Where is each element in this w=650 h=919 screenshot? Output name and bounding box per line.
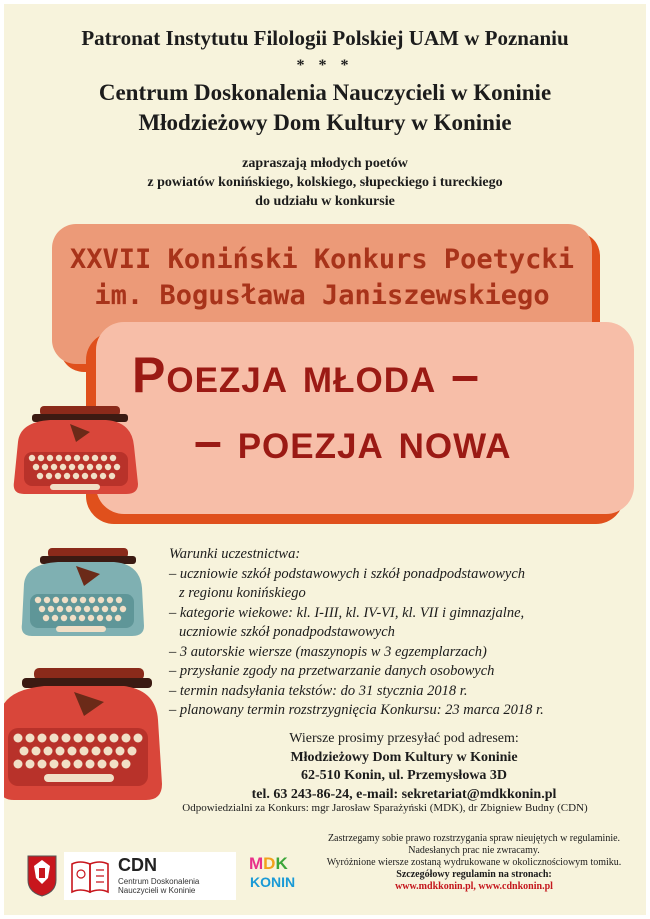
condition-item: – przysłanie zgody na przetwarzanie danych osobowych [169,663,495,679]
mdk-logo-city: KONIN [250,874,296,890]
mdk-letter: K [275,854,288,873]
invitation-line: zapraszają młodych poetów [242,156,408,171]
invitation-line: z powiatów konińskiego, kolskiego, słupeckiego i tureckiego [147,175,503,190]
condition-item: – 3 autorskie wiersze (maszynopis w 3 egzemplarzach) [169,643,487,660]
organizer-cdn: Centrum Doskonalenia Nauczycieli w Koninie [98,80,552,105]
contest-name-line2: im. Bogusława Janiszewskiego [94,280,550,311]
address-intro: Wiersze prosimy przesyłać pod adresem: [289,731,519,746]
patronage-text: Patronat Instytutu Filologii Polskiej UAM w Poznaniu [81,26,569,50]
organizer-mdk: Młodzieżowy Dom Kultury w Koninie [138,110,512,135]
condition-item: uczniowie szkół ponadpodstawowych [179,624,395,640]
cdn-logo-title: CDN [118,855,157,875]
mdk-logo [249,854,288,874]
typewriter-large-icon [4,664,164,814]
contest-title-line1: Poezja młoda – [132,347,480,403]
contest-name-line1: XXVII Koniński Konkurs Poetycki [70,244,574,275]
invitation-line: do udziału w konkursie [255,194,395,209]
rules-links[interactable]: www.mdkkonin.pl, www.cdnkonin.pl [395,881,553,892]
poster [4,4,646,915]
invitation-text [4,154,646,211]
separator: * * * [296,57,354,74]
coat-of-arms-logo [26,854,58,898]
rules-notice [304,833,644,893]
contest-title-line2: – poezja nowa [194,413,512,469]
submission-address [164,730,644,804]
address-name: Młodzieżowy Dom Kultury w Koninie [290,749,518,765]
mdk-letter: D [263,854,276,873]
condition-item: – uczniowie szkół podstawowych i szkół ponadpodstawowych [169,565,526,582]
cdn-logo-subtitle: Centrum Doskonalenia Nauczycieli w Koninie [118,877,200,895]
cdn-book-icon [68,856,112,896]
responsible-persons: Odpowiedzialni za Konkurs: mgr Jarosław Sparażyński (MDK), dr Zbigniew Budny (CDN) [182,802,588,814]
rules-line: Szczegółowy regulamin na stronach: [396,869,552,880]
contest-name [52,242,592,314]
condition-item: z regionu konińskiego [179,585,306,601]
conditions-heading: Warunki uczestnictwa: [169,546,301,562]
rules-line: Wyróżnione wiersze zostaną wydrukowane w okolicznościowym tomiku. [326,857,622,868]
conditions-list [169,545,639,721]
rules-line: Zastrzegamy sobie prawo rozstrzygania spraw nieujętych w regulaminie. [327,833,621,844]
address-contact: tel. 63 243-86-24, e-mail: sekretariat@mdkkonin.pl [251,786,557,802]
typewriter-teal-icon [18,544,148,644]
mdk-letter: M [249,854,264,873]
address-street: 62-510 Konin, ul. Przemysłowa 3D [300,768,508,783]
condition-item: – termin nadsyłania tekstów: do 31 stycznia 2018 r. [169,682,468,699]
typewriter-red-icon [10,402,140,502]
condition-item: – planowany termin rozstrzygnięcia Konkursu: 23 marca 2018 r. [169,702,544,718]
condition-item: – kategorie wiekowe: kl. I-III, kl. IV-VI, kl. VII i gimnazjalne, [169,604,525,621]
rules-line: Nadesłanych prac nie zwracamy. [408,845,540,856]
